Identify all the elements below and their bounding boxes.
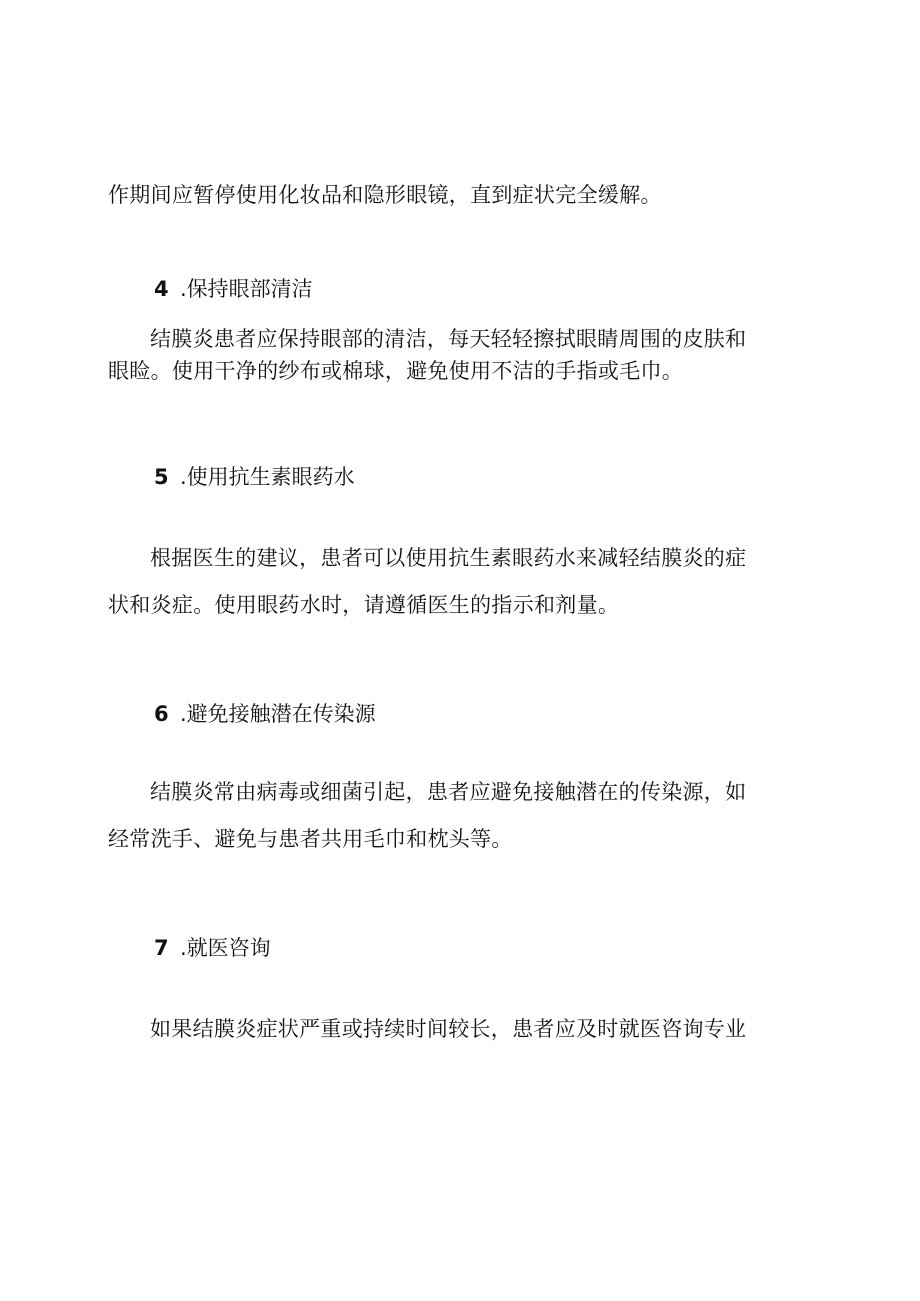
section-heading-6 xyxy=(154,699,376,729)
paragraph-line: 根据医生的建议，患者可以使用抗生素眼药水来减轻结膜炎的症 xyxy=(150,546,747,570)
paragraph-line: 结膜炎患者应保持眼部的清洁，每天轻轻擦拭眼睛周围的皮肤和 xyxy=(150,327,747,351)
section-number: 4 xyxy=(154,277,169,301)
section-title: .就医咨询 xyxy=(180,936,271,960)
section-title: .保持眼部清洁 xyxy=(180,277,313,301)
section-number: 5 xyxy=(154,465,169,489)
paragraph-line: 如果结膜炎症状严重或持续时间较长，患者应及时就医咨询专业 xyxy=(150,1017,747,1041)
section-number: 7 xyxy=(154,936,169,960)
section-number: 6 xyxy=(154,702,169,726)
paragraph-continuation: 作期间应暂停使用化妆品和隐形眼镜，直到症状完全缓解。 xyxy=(108,183,662,207)
section-heading-7 xyxy=(154,933,271,963)
paragraph-line: 经常洗手、避免与患者共用毛巾和枕头等。 xyxy=(108,827,513,851)
section-title: .使用抗生素眼药水 xyxy=(180,465,355,489)
paragraph-line: 状和炎症。使用眼药水时，请遵循医生的指示和剂量。 xyxy=(108,593,620,617)
section-heading-5 xyxy=(154,462,355,492)
section-heading-4 xyxy=(154,274,313,304)
paragraph-line: 眼睑。使用干净的纱布或棉球，避免使用不洁的手指或毛巾。 xyxy=(108,359,684,383)
paragraph-line: 结膜炎常由病毒或细菌引起，患者应避免接触潜在的传染源，如 xyxy=(150,780,747,804)
section-title: .避免接触潜在传染源 xyxy=(180,702,376,726)
